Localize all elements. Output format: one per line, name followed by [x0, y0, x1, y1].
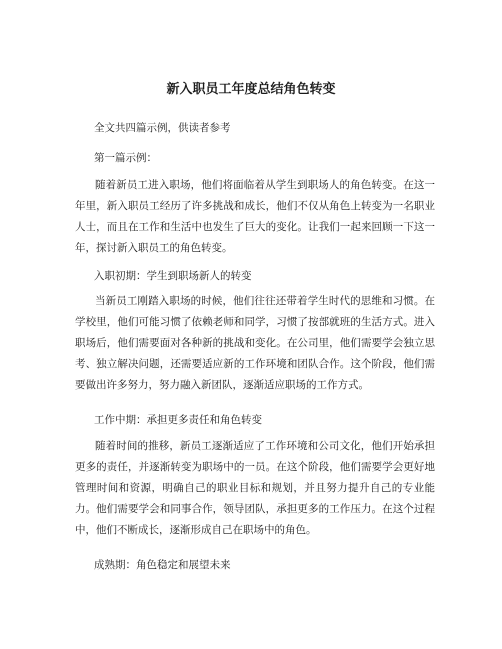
intro-line: 全文共四篇示例，供读者参考 — [94, 122, 231, 134]
paragraph-1: 随着新员工进入职场，他们将面临着从学生到职场人的角色转变。在这一年里，新入职员工经历了许多挑战和成长，他们不仅从角色上转变为一名职业人士，而且在工作和生活中也发生了巨大的变化。让我们一起来回顾一下这一年，探讨新入职员工的角色转变。 — [75, 179, 435, 254]
paragraph-2: 当新员工刚踏入职场的时候，他们往往还带着学生时代的思维和习惯。在学校里，他们可能习惯了依赖老师和同学，习惯了按部就班的生活方式。进入职场后，他们需要面对各种新的挑战和变化。在公司里，他们需要学会独立思考、独立解决问题，还需要适应新的工作环境和团队合作。这个阶段，他们需要做出许多努力，努力融入新团队，逐渐适应职场的工作方式。 — [75, 295, 435, 391]
section-heading-2: 工作中期：承担更多责任和角色转变 — [94, 414, 262, 426]
section-heading-1: 入职初期：学生到职场新人的转变 — [94, 270, 252, 282]
example-heading: 第一篇示例： — [94, 152, 157, 164]
document-title: 新入职员工年度总结角色转变 — [166, 82, 336, 97]
paragraph-3: 随着时间的推移，新员工逐渐适应了工作环境和公司文化，他们开始承担更多的责任，并逐渐转变为职场中的一员。在这个阶段，他们需要学会更好地管理时间和资源，明确自己的职业目标和规划，并且努力提升自己的专业能力。他们需要学会和同事合作，领导团队，承担更多的工作压力。在这个过程中，他们不断成长，逐渐形成自己在职场中的角色。 — [75, 440, 435, 536]
section-heading-3: 成熟期：角色稳定和展望未来 — [94, 559, 231, 571]
